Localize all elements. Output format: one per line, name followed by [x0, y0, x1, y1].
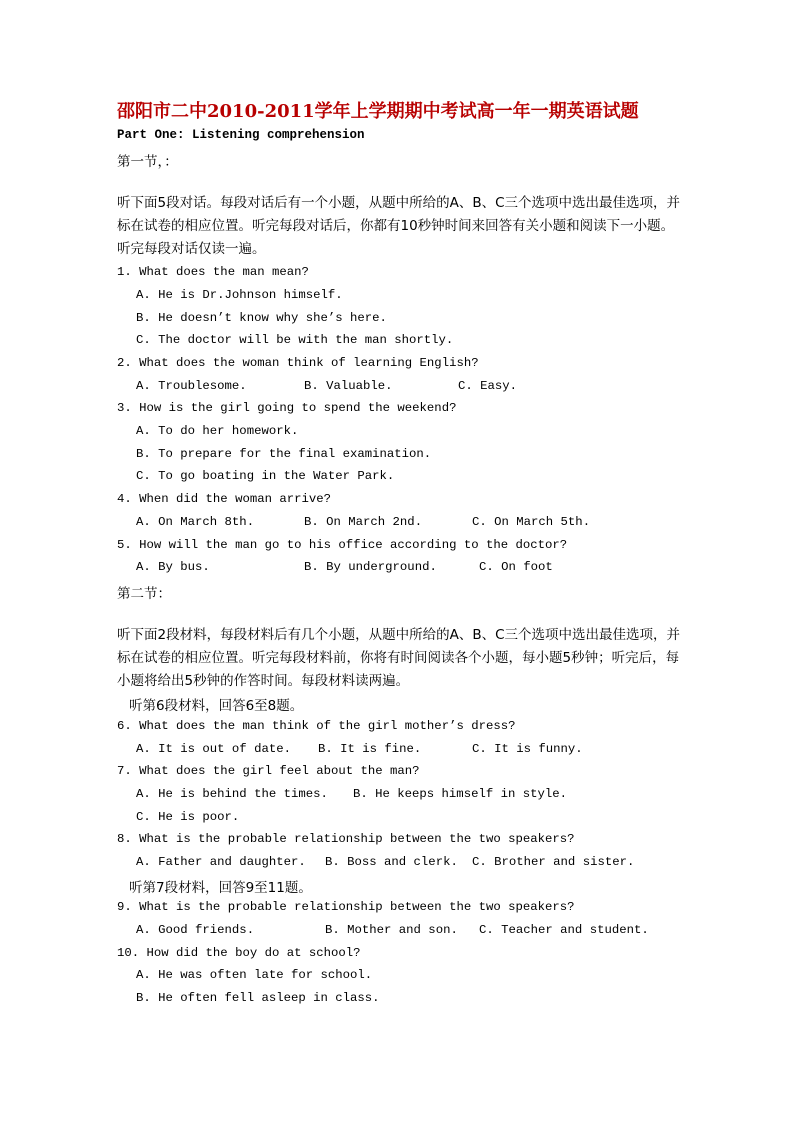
q7-option-a: A. He is behind the times. — [136, 787, 328, 801]
q8-option-b: B. Boss and clerk. — [325, 855, 458, 869]
q5-option-a: A. By bus. — [136, 560, 210, 574]
question-8: 8. What is the probable relationship between the two speakers? — [117, 832, 575, 846]
material-6-note: 听第6段材料，回答6至8题。 — [129, 698, 304, 714]
q3-option-a: A. To do her homework. — [136, 424, 299, 438]
q8-option-a: A. Father and daughter. — [136, 855, 306, 869]
q1-option-b: B. He doesn’t know why she’s here. — [136, 311, 387, 325]
exam-title: 邵阳市二中2010-2011学年上学期期中考试高一年一期英语试题 — [117, 101, 639, 122]
section1-instructions: 听下面5段对话。每段对话后有一个小题，从题中所给的A、B、C三个选项中选出最佳选项，并标在试卷的相应位置。听完每段对话后，你都有10秒钟时间来回答有关小题和阅读下一小题。听完每段对话仅读一遍。 — [117, 195, 681, 257]
q10-option-a: A. He was often late for school. — [136, 968, 373, 982]
question-9: 9. What is the probable relationship between the two speakers? — [117, 900, 575, 914]
question-5: 5. How will the man go to his office according to the doctor? — [117, 538, 568, 552]
question-1: 1. What does the man mean? — [117, 265, 309, 279]
question-6: 6. What does the man think of the girl mother’s dress? — [117, 719, 516, 733]
q2-option-c: C. Easy. — [458, 379, 518, 393]
q7-option-c: C. He is poor. — [136, 810, 240, 824]
question-10: 10. How did the boy do at school? — [117, 946, 361, 960]
q9-option-b: B. Mother and son. — [325, 923, 458, 937]
part-heading: Part One: Listening comprehension — [117, 128, 365, 142]
q7-option-b: B. He keeps himself in style. — [353, 787, 568, 801]
q9-option-a: A. Good friends. — [136, 923, 255, 937]
question-4: 4. When did the woman arrive? — [117, 492, 332, 506]
q2-option-b: B. Valuable. — [304, 379, 393, 393]
q6-option-b: B. It is fine. — [318, 742, 422, 756]
q5-option-c: C. On foot — [479, 560, 553, 574]
question-7: 7. What does the girl feel about the man? — [117, 764, 420, 778]
question-2: 2. What does the woman think of learning English? — [117, 356, 479, 370]
q6-option-c: C. It is funny. — [472, 742, 583, 756]
q5-option-b: B. By underground. — [304, 560, 437, 574]
q3-option-b: B. To prepare for the final examination. — [136, 447, 432, 461]
q4-option-c: C. On March 5th. — [472, 515, 591, 529]
q8-option-c: C. Brother and sister. — [472, 855, 635, 869]
q4-option-a: A. On March 8th. — [136, 515, 255, 529]
section1-heading: 第一节，： — [117, 154, 178, 170]
q6-option-a: A. It is out of date. — [136, 742, 291, 756]
q1-option-a: A. He is Dr.Johnson himself. — [136, 288, 343, 302]
q4-option-b: B. On March 2nd. — [304, 515, 423, 529]
section2-heading: 第二节： — [117, 586, 171, 602]
q3-option-c: C. To go boating in the Water Park. — [136, 469, 395, 483]
q2-option-a: A. Troublesome. — [136, 379, 247, 393]
q10-option-b: B. He often fell asleep in class. — [136, 991, 380, 1005]
section2-instructions: 听下面2段材料，每段材料后有几个小题，从题中所给的A、B、C三个选项中选出最佳选项，并标在试卷的相应位置。听完每段材料前，你将有时间阅读各个小题，每小题5秒钟；听完后，每小题将给出5秒钟的作答时间。每段材料读两遍。 — [117, 627, 681, 689]
q9-option-c: C. Teacher and student. — [479, 923, 649, 937]
question-3: 3. How is the girl going to spend the weekend? — [117, 401, 457, 415]
q1-option-c: C. The doctor will be with the man shortly. — [136, 333, 454, 347]
material-7-note: 听第7段材料，回答9至11题。 — [129, 880, 312, 896]
